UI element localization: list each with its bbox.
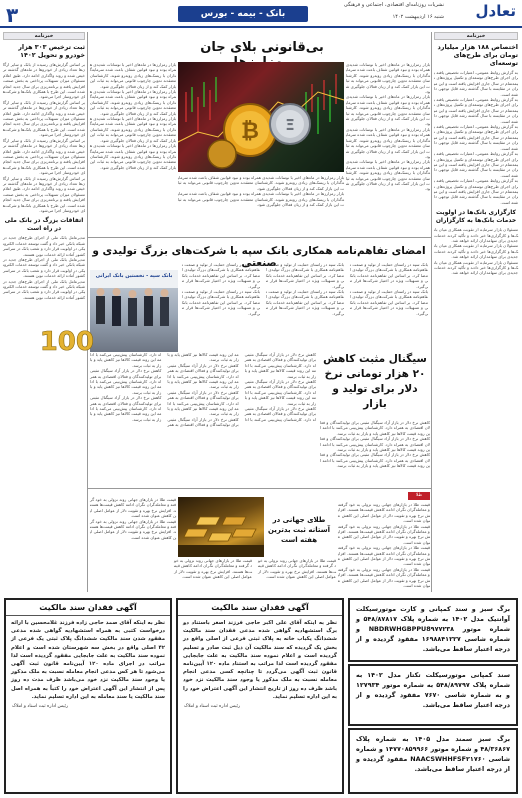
gold-headline: طلای جهانی در آستانه ثبت بدترین هفته است xyxy=(268,516,330,544)
gold-body: قیمت طلا در بازارهای جهانی روند نزولی به خود گرفته و معامله‌گران نگران ادامه کاهش قیمت‌ها هستند. افزایش نرخ بهره و تقویت دلار از عوامل اصلی این کاهش عنوان شده است. xyxy=(338,566,430,589)
lead-body: بازار رمزارزها در ماه‌های اخیر با نوسانات شدیدی همراه بوده و نبود قوانین شفاف باعث شده سرمایه‌گذاران با ریسک‌های زیادی روبه‌رو شوند. کارشناسان معتقدند تدوین چارچوب قانونی می‌تواند به ثبات این بازار کمک کند و از زیان فعالان جلوگیری شود. xyxy=(178,191,344,208)
classified-ad-text: برگ سبز و سند کمپانی و کارت موتورسیکلت آوانتیک مدل ۱۴۰۲ به شماره پلاک ۵۴۸/۸۷۸۱۷ و شماره موتور NBDRWHGBPPU8۹۷۷۲۳۸ و شماره شاسی ۱۶۹۸۸۴۱۲۲۷ مفقود گردیده و از درجه اعتبار ساقط می‌باشد. xyxy=(356,605,510,653)
column-divider xyxy=(87,32,88,592)
column-headline: ثبت ترخیص ۳۰۳ هزار خودرو و تحویل ۱۴۰۲ xyxy=(18,43,85,59)
lead-headline: بی‌قانونی بلای جان xyxy=(200,40,324,55)
gold-bars-illustration xyxy=(178,497,264,557)
classified-ad-text: برگ سبز سمند مدل ۱۴۰۵ به شماره پلاک ۴۸/۳۶۸۶۷ و شماره موتور ۱۴۷۷۰۸۵۹۹۶۶ و شماره شاسی NAACSWHHFSF۲۱۷۶۰ مفقود گردیده و از درجه اعتبار ساقط می‌باشد. xyxy=(356,735,510,773)
sepah-body: بانک سپه در راستای حمایت از تولید و صنعت تفاهم‌نامه همکاری با شرکت‌های بزرگ تولیدی امضا کرد. بر اساس این تفاهم‌نامه خدمات بانکی و تسهیلات ویژه در اختیار شرکت‌ها قرار می‌گیرد. xyxy=(266,289,344,316)
column-kicker: خبرنامه xyxy=(3,32,85,40)
sepah-headline: امضای تفاهم‌نامه همکاری بانک سپه با شرکت‌های بزرگ تولیدی و صنعتی xyxy=(92,245,426,269)
column-body: به گزارش روابط عمومی، اعتبارات تخصیص یافته برای اجرای طرح‌های توسعه‌ای و تکمیل پروژه‌های نیمه‌تمام در سال جاری افزایش یافته است و این میزان در مقایسه با سال گذشته رشد قابل توجهی داشته است. xyxy=(434,178,518,205)
dollar-body-column xyxy=(320,420,430,486)
gold-body: قیمت طلا در بازارهای جهانی روند نزولی به خود گرفته و معامله‌گران نگران ادامه کاهش قیمت‌ها هستند. افزایش نرخ بهره و تقویت دلار از عوامل اصلی این کاهش عنوان شده است. xyxy=(258,558,336,580)
notice-signature: رئیس اداره ثبت اسناد و املاک xyxy=(184,704,241,710)
column-body: مدیرعامل بانک ملی از اجرای طرح‌های جدید در شبکه بانکی خبر داد و گفت توسعه خدمات الکترونیکی در اولویت قرار دارد و شعب بانک در سراسر کشور آماده ارائه خدمات نوین هستند. xyxy=(3,278,85,300)
section-divider xyxy=(88,488,431,489)
sepah-body: بانک سپه در راستای حمایت از تولید و صنعت تفاهم‌نامه همکاری با شرکت‌های بزرگ تولیدی امضا کرد. بر اساس این تفاهم‌نامه خدمات بانکی و تسهیلات ویژه در اختیار شرکت‌ها قرار می‌گیرد. xyxy=(182,289,260,316)
column-body: مسئولان بازار سرمایه از تقویت همکاری میان بانک‌ها و کارگزاری‌ها خبر دادند و تأکید کردند خدمات جدیدی برای سهامداران ارائه خواهد شد. xyxy=(434,259,518,276)
classified-ad xyxy=(348,728,518,794)
lead-body-column xyxy=(346,62,430,234)
lead-body-column xyxy=(178,175,344,234)
dollar-body: کاهش نرخ دلار در بازار آزاد سیگنال مثبتی برای تولیدکنندگان و فعالان اقتصادی به همراه دارد. کارشناسان پیش‌بینی می‌کنند با ادامه این روند قیمت کالاها نیز کاهش یابد و بازار به ثبات برسد. xyxy=(320,420,430,436)
svg-text:100: 100 xyxy=(39,327,94,357)
legal-notice xyxy=(4,598,172,794)
column-body: به گزارش روابط عمومی، اعتبارات تخصیص یافته برای اجرای طرح‌های توسعه‌ای و تکمیل پروژه‌های نیمه‌تمام در سال جاری افزایش یافته است و این میزان در مقایسه با سال گذشته رشد قابل توجهی داشته است. xyxy=(434,97,518,124)
gold-body: قیمت طلا در بازارهای جهانی روند نزولی به خود گرفته و معامله‌گران نگران ادامه کاهش قیمت‌ها هستند. افزایش نرخ بهره و تقویت دلار از عوامل اصلی این کاهش عنوان شده است. xyxy=(174,558,252,580)
gold-tag: طلا xyxy=(408,492,430,500)
column-body: بر اساس گزارش‌های رسیده از بانک و سایر ارگان‌ها تعداد زیادی از خودروها در ماه‌های گذشته ترخیص شده و روند واگذاری ادامه دارد. طبق اعلام مسئولان میزان تسهیلات پرداختی به بخش صنعت افزایش یافته و برنامه‌ریزی برای سال جدید انجام شده است. این طرح با همکاری بانک‌ها و شرکت‌های خودروساز اجرا می‌شود. xyxy=(3,175,85,213)
section-divider xyxy=(88,237,431,238)
date-line: شنبه ۱۶ اردیبهشت ۱۴۰۲ xyxy=(392,14,444,20)
gold-bars-photo xyxy=(178,497,264,557)
column-body: بر اساس گزارش‌های رسیده از بانک و سایر ارگان‌ها تعداد زیادی از خودروها در ماه‌های گذشته ترخیص شده و روند واگذاری ادامه دارد. طبق اعلام مسئولان میزان تسهیلات پرداختی به بخش صنعت افزایش یافته و برنامه‌ریزی برای سال جدید انجام شده است. این طرح با همکاری بانک‌ها و شرکت‌های خودروساز اجرا می‌شود. xyxy=(3,99,85,138)
gold-body: قیمت طلا در بازارهای جهانی روند نزولی به خود گرفته و معامله‌گران نگران ادامه کاهش قیمت‌ها هستند. افزایش نرخ بهره و تقویت دلار از عوامل اصلی این کاهش عنوان شده است. xyxy=(338,502,430,524)
notice-title: آگهی فقدان سند مالکیت xyxy=(6,600,170,616)
dollar-body: کاهش نرخ دلار در بازار آزاد سیگنال مثبتی برای تولیدکنندگان و فعالان اقتصادی به همراه دارد. کارشناسان پیش‌بینی می‌کنند با ادامه این روند قیمت کالاها نیز کاهش یابد و بازار به ثبات برسد. xyxy=(167,362,239,390)
gold-body: قیمت طلا در بازارهای جهانی روند نزولی به خود گرفته و معامله‌گران نگران ادامه کاهش قیمت‌ها هستند. افزایش نرخ بهره و تقویت دلار از عوامل اصلی این کاهش عنوان شده است. xyxy=(338,523,430,545)
section-title: بانک - بیمه - بورس xyxy=(178,6,308,22)
lead-body: بازار رمزارزها در ماه‌های اخیر با نوسانات شدیدی همراه بوده و نبود قوانین شفاف باعث شده سرمایه‌گذاران با ریسک‌های زیادی روبه‌رو شوند. کارشناسان معتقدند تدوین چارچوب قانونی می‌تواند به ثبات این بازار کمک کند و از زیان فعالان جلوگیری شود. xyxy=(346,126,430,159)
lead-body: بازار رمزارزها در ماه‌های اخیر با نوسانات شدیدی همراه بوده و نبود قوانین شفاف باعث شده سرمایه‌گذاران با ریسک‌های زیادی روبه‌رو شوند. کارشناسان معتقدند تدوین چارچوب قانونی می‌تواند به ثبات این بازار کمک کند و از زیان فعالان جلوگیری شود. xyxy=(90,143,176,170)
lead-body: بازار رمزارزها در ماه‌های اخیر با نوسانات شدیدی همراه بوده و نبود قوانین شفاف باعث شده سرمایه‌گذاران با ریسک‌های زیادی روبه‌رو شوند. کارشناسان معتقدند تدوین چارچوب قانونی می‌تواند به ثبات این بازار کمک کند و از زیان فعالان جلوگیری شود. xyxy=(90,62,176,89)
dollar-body: کاهش نرخ دلار در بازار آزاد سیگنال مثبتی برای تولیدکنندگان و فعالان اقتصادی به همراه دارد. کارشناسان پیش‌بینی می‌کنند با ادامه این روند قیمت کالاها نیز کاهش یابد و بازار به ثبات برسد. xyxy=(167,389,239,417)
column-headline: اختصاص ۱۸۸ هزار میلیارد تومان برای طرح‌های توسعه‌ای xyxy=(437,43,518,67)
lead-body: بازار رمزارزها در ماه‌های اخیر با نوسانات شدیدی همراه بوده و نبود قوانین شفاف باعث شده سرمایه‌گذاران با ریسک‌های زیادی روبه‌رو شوند. کارشناسان معتقدند تدوین چارچوب قانونی می‌تواند به ثبات این بازار کمک کند و از زیان فعالان جلوگیری شود. xyxy=(90,89,176,116)
column-body: مدیرعامل بانک ملی از اجرای طرح‌های جدید در شبکه بانکی خبر داد و گفت توسعه خدمات الکترونیکی در اولویت قرار دارد و شعب بانک در سراسر کشور آماده ارائه خدمات نوین هستند. xyxy=(3,235,85,257)
classified-ad-text: سند کمپانی موتورسیکلت تکتاز مدل ۱۴۰۲ به شماره پلاک ۵۴۸/۸۹۷۹۷ به شماره موتور ۱۲۷۹۳۴ و به شماره شاسی ۷۶۷۰ مفقود گردیده و از درجه اعتبار ساقط می‌باشد. xyxy=(356,671,510,709)
lead-body: بازار رمزارزها در ماه‌های اخیر با نوسانات شدیدی همراه بوده و نبود قوانین شفاف باعث شده سرمایه‌گذاران با ریسک‌های زیادی روبه‌رو شوند. کارشناسان معتقدند تدوین چارچوب قانونی می‌تواند به ثبات این بازار کمک کند و از زیان فعالان جلوگیری شود. xyxy=(346,159,430,192)
column-body: به گزارش روابط عمومی، اعتبارات تخصیص یافته برای اجرای طرح‌های توسعه‌ای و تکمیل پروژه‌های نیمه‌تمام در سال جاری افزایش یافته است و این میزان در مقایسه با سال گذشته رشد قابل توجهی داشته است. xyxy=(434,124,518,151)
dollar-body: کاهش نرخ دلار در بازار آزاد سیگنال مثبتی برای تولیدکنندگان و فعالان اقتصادی به همراه دارد. کارشناسان پیش‌بینی می‌کنند با ادامه این روند قیمت کالاها نیز کاهش یابد و بازار به ثبات برسد. xyxy=(90,352,239,428)
lead-body: بازار رمزارزها در ماه‌های اخیر با نوسانات شدیدی همراه بوده و نبود قوانین شفاف باعث شده سرمایه‌گذاران با ریسک‌های زیادی روبه‌رو شوند. کارشناسان معتقدند تدوین چارچوب قانونی می‌تواند به ثبات این بازار کمک کند و از زیان فعالان جلوگیری شود. xyxy=(346,62,430,95)
column-headline: کارگزاری بانک‌ها در اولویت خدمات بانک‌ها به کارگزاران xyxy=(435,209,517,224)
svg-text:Ξ: Ξ xyxy=(285,116,295,134)
notice-body: نظر به اینکه آقای صمد حاجی زاده فرزند غلامحسین با ارائه درخواست کتبی به همراه استشهادیه گواهی شده مدعی مفقود شدن سند مالکیت ششدانگ پلاک ثبتی یک فرعی از ۴۲ اصلی واقع در بخش سه شهرستان شده است و اعلام نموده سند مالکیت به علت جابجایی مفقود گردیده است لذا مراتب در اجرای ماده ۱۲۰ آیین‌نامه قانون ثبت آگهی می‌شود تا هر کس مدعی انجام معامله نسبت به ملک مذکور یا وجود سند مالکیت نزد خود می‌باشد ظرف مدت ده روز پس از انتشار این آگهی اعتراض خود را کتباً به همراه اصل سند مالکیت یا سند معامله به این اداره تسلیم نماید. xyxy=(11,620,165,700)
gold-body-columns xyxy=(90,558,336,592)
sepah-body: بانک سپه در راستای حمایت از تولید و صنعت تفاهم‌نامه همکاری با شرکت‌های بزرگ تولیدی امضا کرد. بر اساس این تفاهم‌نامه خدمات بانکی و تسهیلات ویژه در اختیار شرکت‌ها قرار می‌گیرد. xyxy=(182,262,260,289)
column-headline: اتفاقات بزرگ در بانک ملی در راه است xyxy=(4,217,84,232)
classified-ad xyxy=(348,598,518,662)
gold-body: قیمت طلا در بازارهای جهانی روند نزولی به خود گرفته و معامله‌گران نگران ادامه کاهش قیمت‌ها هستند. افزایش نرخ بهره و تقویت دلار از عوامل اصلی این کاهش عنوان شده است. xyxy=(338,545,430,567)
column-body: مدیرعامل بانک ملی از اجرای طرح‌های جدید در شبکه بانکی خبر داد و گفت توسعه خدمات الکترونیکی در اولویت قرار دارد و شعب بانک در سراسر کشور آماده ارائه خدمات نوین هستند. xyxy=(3,257,85,279)
lead-body-column xyxy=(90,62,176,234)
dollar-body: کاهش نرخ دلار در بازار آزاد سیگنال مثبتی برای تولیدکنندگان و فعالان اقتصادی به همراه دارد. کارشناسان پیش‌بینی می‌کنند با ادامه این روند قیمت کالاها نیز کاهش یابد و بازار به ثبات برسد. xyxy=(167,352,316,422)
gold-body: قیمت طلا در بازارهای جهانی روند نزولی به خود گرفته و معامله‌گران نگران ادامه کاهش قیمت‌ها هستند. افزایش نرخ بهره و تقویت دلار از عوامل اصلی این کاهش عنوان شده است. xyxy=(90,497,176,519)
gold-body-column xyxy=(338,502,430,592)
column-body: مسئولان بازار سرمایه از تقویت همکاری میان بانک‌ها و کارگزاری‌ها خبر دادند و تأکید کردند خدمات جدیدی برای سهامداران ارائه خواهد شد. xyxy=(434,243,518,260)
gold-body-column xyxy=(90,497,176,557)
dollar-body: کاهش نرخ دلار در بازار آزاد سیگنال مثبتی برای تولیدکنندگان و فعالان اقتصادی به همراه دارد. کارشناسان پیش‌بینی می‌کنند با ادامه این روند قیمت کالاها نیز کاهش یابد و بازار به ثبات برسد. xyxy=(90,395,162,422)
column-body: بر اساس گزارش‌های رسیده از بانک و سایر ارگان‌ها تعداد زیادی از خودروها در ماه‌های گذشته ترخیص شده و روند واگذاری ادامه دارد. طبق اعلام مسئولان میزان تسهیلات پرداختی به بخش صنعت افزایش یافته و برنامه‌ریزی برای سال جدید انجام شده است. این طرح با همکاری بانک‌ها و شرکت‌های خودروساز اجرا می‌شود. xyxy=(3,62,85,100)
dollar-headline: سیگنال مثبت کاهش ۲۰ هزار تومانی نرخ دلار برای تولید و بازار xyxy=(323,353,427,410)
dollar-body: کاهش نرخ دلار در بازار آزاد سیگنال مثبتی برای تولیدکنندگان و فعالان اقتصادی به همراه دارد. کارشناسان پیش‌بینی می‌کنند با ادامه این روند قیمت کالاها نیز کاهش یابد و بازار به ثبات برسد. xyxy=(90,368,162,395)
dollar-body: کاهش نرخ دلار در بازار آزاد سیگنال مثبتی برای تولیدکنندگان و فعالان اقتصادی به همراه دارد. کارشناسان پیش‌بینی می‌کنند با ادامه این روند قیمت کالاها نیز کاهش یابد و بازار به ثبات برسد. xyxy=(244,352,316,379)
column-body: به گزارش روابط عمومی، اعتبارات تخصیص یافته برای اجرای طرح‌های توسعه‌ای و تکمیل پروژه‌های نیمه‌تمام در سال جاری افزایش یافته است و این میزان در مقایسه با سال گذشته رشد قابل توجهی داشته است. xyxy=(434,70,518,97)
legal-notice xyxy=(176,598,344,794)
sepah-body: بانک سپه در راستای حمایت از تولید و صنعت تفاهم‌نامه همکاری با شرکت‌های بزرگ تولیدی امضا کرد. بر اساس این تفاهم‌نامه خدمات بانکی و تسهیلات ویژه در اختیار شرکت‌ها قرار می‌گیرد. xyxy=(350,262,428,289)
lead-body: بازار رمزارزها در ماه‌های اخیر با نوسانات شدیدی همراه بوده و نبود قوانین شفاف باعث شده سرمایه‌گذاران با ریسک‌های زیادی روبه‌رو شوند. کارشناسان معتقدند تدوین چارچوب قانونی می‌تواند به ثبات این بازار کمک کند و از زیان فعالان جلوگیری شود. xyxy=(346,94,430,127)
page-header xyxy=(0,0,522,28)
dollar-body: کاهش نرخ دلار در بازار آزاد سیگنال مثبتی برای تولیدکنندگان و فعالان اقتصادی به همراه دارد. کارشناسان پیش‌بینی می‌کنند با ادامه این روند قیمت کالاها نیز کاهش یابد و بازار به ثبات برسد. xyxy=(320,436,430,453)
notice-body: نظر به اینکه آقای علی اکبر حاجی فرزند اصغر باستناد دو برگ استشهادیه گواهی شده مدعی فقدان سند مالکیت ششدانگ یکباب خانه به پلاک ثبتی فرعی از اصلی واقع در بخش یک گردیده که سند مالکیت آن ذیل ثبت صادر و تسلیم گردیده است و اعلام نموده سند مالکیت به علت جابجایی مفقود گردیده است لذا مراتب به استناد ماده ۱۲۰ آیین‌نامه قانون ثبت آگهی می‌گردد تا چنانچه کسی مدعی انجام معامله نسبت به ملک مذکور یا وجود سند مالکیت نزد خود باشد ظرف ده روز از تاریخ انتشار این آگهی اعتراض خود را به این اداره تسلیم نماید. xyxy=(183,620,337,700)
lead-body: بازار رمزارزها در ماه‌های اخیر با نوسانات شدیدی همراه بوده و نبود قوانین شفاف باعث شده سرمایه‌گذاران با ریسک‌های زیادی روبه‌رو شوند. کارشناسان معتقدند تدوین چارچوب قانونی می‌تواند به ثبات این بازار کمک کند و از زیان فعالان جلوگیری شود. xyxy=(90,116,176,143)
sepah-body-columns xyxy=(182,262,428,350)
dollar-body-columns xyxy=(90,352,316,486)
notice-title: آگهی فقدان سند مالکیت xyxy=(178,600,342,616)
column-body: مسئولان بازار سرمایه از تقویت همکاری میان بانک‌ها و کارگزاری‌ها خبر دادند و تأکید کردند خدمات جدیدی برای سهامداران ارائه خواهد شد. xyxy=(434,227,518,243)
gold-body: قیمت طلا در بازارهای جهانی روند نزولی به خود گرفته و معامله‌گران نگران ادامه کاهش قیمت‌ها هستند. افزایش نرخ بهره و تقویت دلار از عوامل اصلی این کاهش عنوان شده است. xyxy=(90,518,176,540)
crypto-chart-illustration xyxy=(178,62,344,172)
lead-body: بازار رمزارزها در ماه‌های اخیر با نوسانات شدیدی همراه بوده و نبود قوانین شفاف باعث شده سرمایه‌گذاران با ریسک‌های زیادی روبه‌رو شوند. کارشناسان معتقدند تدوین چارچوب قانونی می‌تواند به ثبات این بازار کمک کند و از زیان فعالان جلوگیری شود. xyxy=(178,175,344,191)
page-number: ۳ xyxy=(6,3,19,27)
svg-text:₿: ₿ xyxy=(241,119,259,144)
dollar-body: کاهش نرخ دلار در بازار آزاد سیگنال مثبتی برای تولیدکنندگان و فعالان اقتصادی به همراه دارد. کارشناسان پیش‌بینی می‌کنند با ادامه این روند قیمت کالاها نیز کاهش یابد و بازار به ثبات برسد. xyxy=(320,452,430,469)
dollar-body: کاهش نرخ دلار در بازار آزاد سیگنال مثبتی برای تولیدکنندگان و فعالان اقتصادی به همراه دارد. کارشناسان پیش‌بینی می‌کنند با ادامه این روند قیمت کالاها نیز کاهش یابد و بازار به ثبات برسد. xyxy=(244,379,316,406)
column-body: بر اساس گزارش‌های رسیده از بانک و سایر ارگان‌ها تعداد زیادی از خودروها در ماه‌های گذشته ترخیص شده و روند واگذاری ادامه دارد. طبق اعلام مسئولان میزان تسهیلات پرداختی به بخش صنعت افزایش یافته و برنامه‌ریزی برای سال جدید انجام شده است. این طرح با همکاری بانک‌ها و شرکت‌های خودروساز اجرا می‌شود. xyxy=(3,137,85,176)
column-kicker: خبرنامه xyxy=(434,32,518,40)
left-news-column xyxy=(3,32,85,592)
notice-signature: رئیس اداره ثبت اسناد و املاک xyxy=(12,704,69,710)
newspaper-logo: تعادل xyxy=(475,2,516,20)
column-body: به گزارش روابط عمومی، اعتبارات تخصیص یافته برای اجرای طرح‌های توسعه‌ای و تکمیل پروژه‌های نیمه‌تمام در سال جاری افزایش یافته است و این میزان در مقایسه با سال گذشته رشد قابل توجهی داشته است. xyxy=(434,151,518,178)
sepah-body: بانک سپه در راستای حمایت از تولید و صنعت تفاهم‌نامه همکاری با شرکت‌های بزرگ تولیدی امضا کرد. بر اساس این تفاهم‌نامه خدمات بانکی و تسهیلات ویژه در اختیار شرکت‌ها قرار می‌گیرد. xyxy=(266,262,344,289)
column-divider xyxy=(431,32,432,592)
crypto-coins-image xyxy=(178,62,344,172)
sepah-banner-text: بانک سپه - نخستین بانک ایرانی xyxy=(95,273,173,279)
strapline: نشریات روزنامه‌ای اقتصادی، اجتماعی و فرهنگی xyxy=(343,2,444,8)
right-news-column xyxy=(434,32,518,592)
sepah-body: بانک سپه در راستای حمایت از تولید و صنعت تفاهم‌نامه همکاری با شرکت‌های بزرگ تولیدی امضا کرد. بر اساس این تفاهم‌نامه خدمات بانکی و تسهیلات ویژه در اختیار شرکت‌ها قرار می‌گیرد. xyxy=(350,289,428,316)
classified-ad xyxy=(348,664,518,726)
